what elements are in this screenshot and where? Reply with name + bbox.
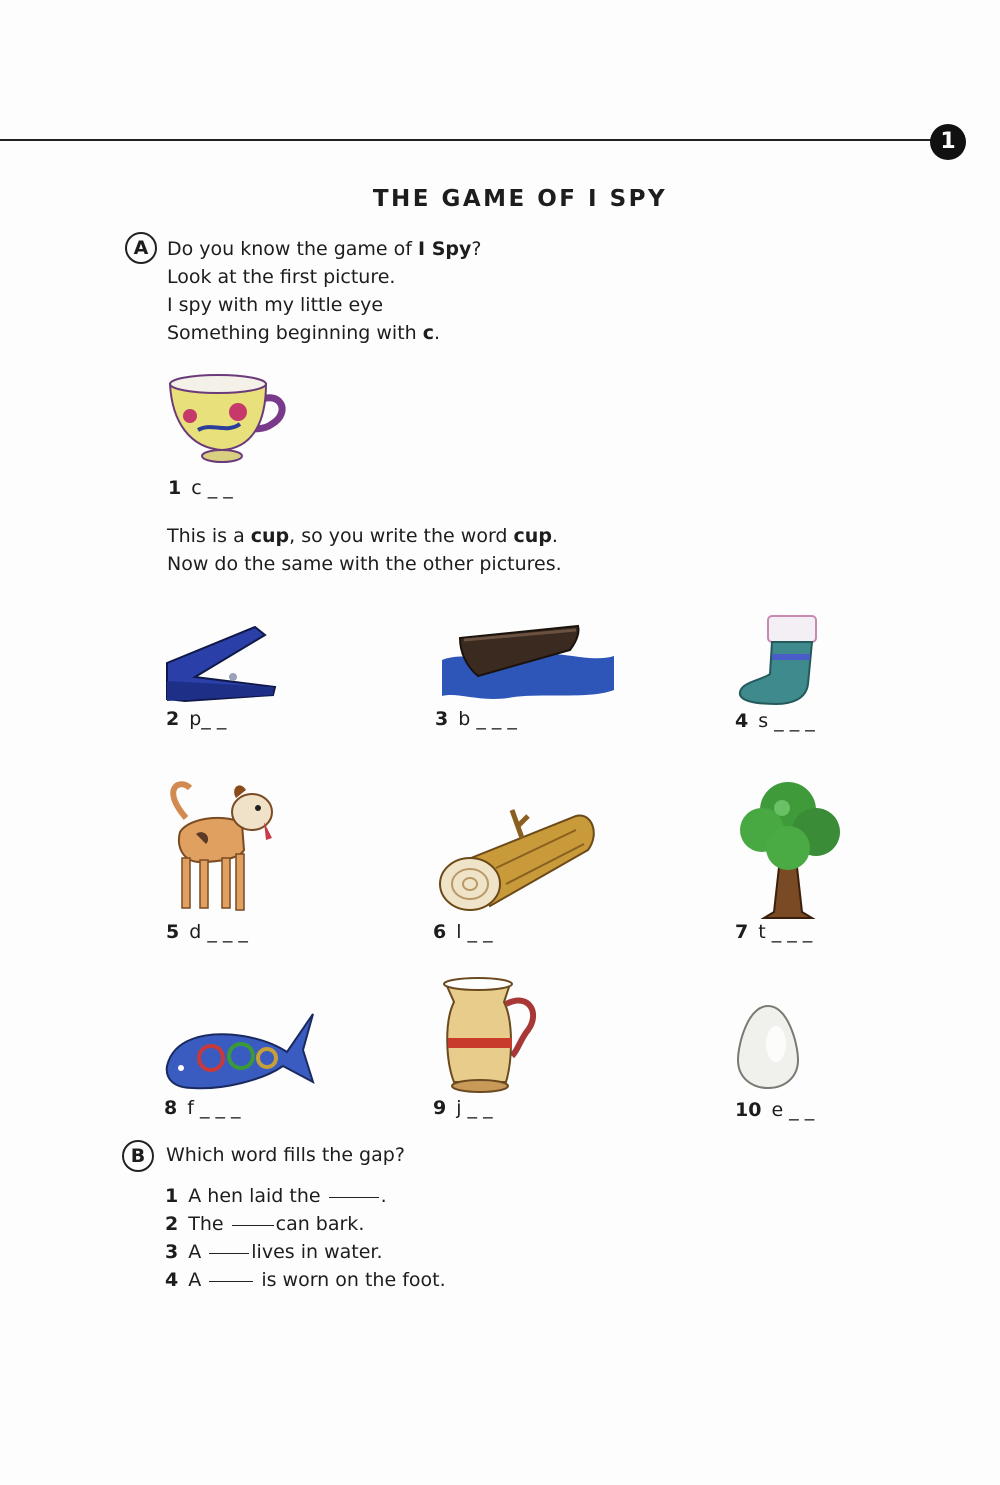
fish-icon	[163, 1010, 317, 1094]
gap-sentence-3: 3 A lives in water.	[165, 1241, 383, 1263]
item-3-label: 3 b _ _ _	[435, 708, 517, 730]
intro-line-2: Look at the first picture.	[167, 266, 396, 288]
jug-icon	[436, 978, 540, 1096]
item-4-label: 4 s _ _ _	[735, 710, 815, 732]
answer-gap[interactable]	[232, 1225, 274, 1226]
answer-gap[interactable]	[329, 1197, 379, 1198]
gap-sentence-4: 4 A is worn on the foot.	[165, 1269, 446, 1291]
intro-line-3: I spy with my little eye	[167, 294, 384, 316]
header-rule	[0, 139, 935, 141]
boat-icon	[438, 620, 616, 700]
log-icon	[436, 808, 598, 918]
section-b-marker: B	[122, 1140, 154, 1172]
item-10-label: 10 e _ _	[735, 1099, 815, 1121]
answer-gap[interactable]	[209, 1281, 253, 1282]
item-9-label: 9 j _ _	[433, 1097, 493, 1119]
egg-icon	[736, 1004, 800, 1090]
answer-gap[interactable]	[209, 1253, 249, 1254]
intro-line-1: Do you know the game of I Spy?	[167, 238, 482, 260]
item-2-label: 2 p_ _	[166, 708, 227, 730]
example-label: 1 c _ _	[168, 477, 233, 499]
section-a-marker: A	[125, 232, 157, 264]
cup-icon	[168, 372, 288, 464]
dog-icon	[160, 778, 278, 916]
page-title: THE GAME OF I SPY	[372, 186, 668, 212]
item-6-label: 6 l _ _	[433, 921, 493, 943]
sock-icon	[736, 614, 822, 706]
item-7-label: 7 t _ _ _	[735, 921, 813, 943]
gap-sentence-1: 1 A hen laid the .	[165, 1185, 387, 1207]
gap-sentence-2: 2 The can bark.	[165, 1213, 365, 1235]
explain-line-2: Now do the same with the other pictures.	[167, 553, 562, 575]
section-a-intro	[167, 235, 481, 347]
intro-line-4: Something beginning with c.	[167, 322, 441, 344]
section-b-question: Which word fills the gap?	[166, 1144, 405, 1166]
section-b-list	[165, 1182, 446, 1294]
page-number-badge: 1	[930, 124, 966, 160]
item-8-label: 8 f _ _ _	[164, 1097, 241, 1119]
section-a-explanation	[167, 522, 562, 578]
explain-line-1: This is a cup, so you write the word cup.	[167, 525, 558, 547]
peg-icon	[165, 625, 277, 703]
item-5-label: 5 d _ _ _	[166, 921, 248, 943]
tree-icon	[738, 778, 842, 920]
